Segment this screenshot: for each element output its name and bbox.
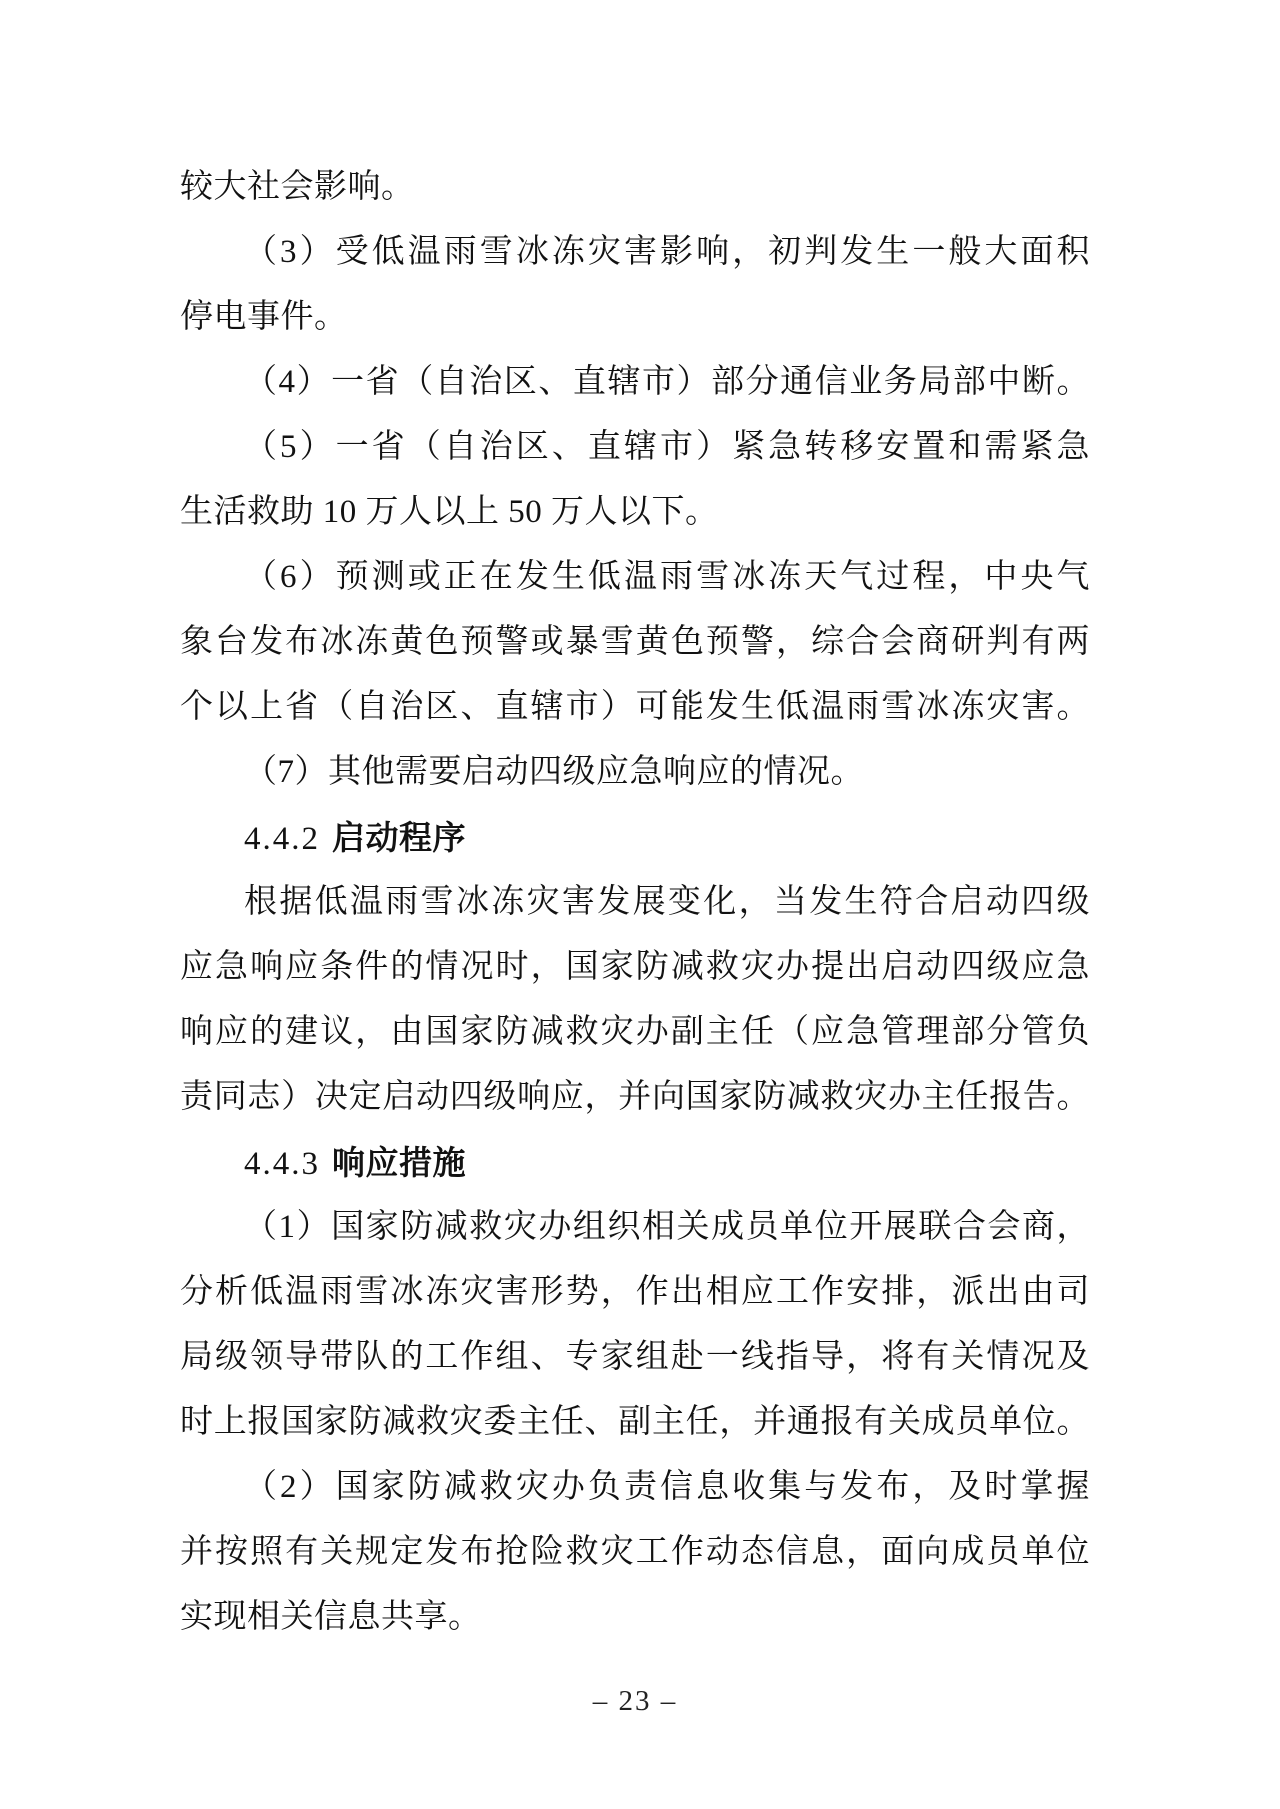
body-line: （2）国家防减救灾办负责信息收集与发布，及时掌握 — [244, 1469, 1090, 1505]
body-line: 响应的建议，由国家防减救灾办副主任（应急管理部分管负 — [180, 1014, 1090, 1050]
body-line: 实现相关信息共享。 — [180, 1599, 482, 1635]
body-line: （7）其他需要启动四级应急响应的情况。 — [244, 754, 864, 790]
body-line: 象台发布冰冻黄色预警或暴雪黄色预警，综合会商研判有两 — [180, 624, 1090, 660]
body-line: 应急响应条件的情况时，国家防减救灾办提出启动四级应急 — [180, 949, 1090, 985]
document-body — [180, 155, 1090, 1650]
page-number: – 23 – — [592, 1685, 678, 1717]
body-line: 责同志）决定启动四级响应，并向国家防减救灾办主任报告。 — [180, 1079, 1090, 1115]
section-title: 启动程序 — [332, 819, 466, 856]
body-line: 停电事件。 — [180, 299, 348, 335]
section-number: 4.4.2 — [244, 821, 320, 857]
section-heading-4-4-2 — [180, 805, 1090, 870]
body-line: （1）国家防减救灾办组织相关成员单位开展联合会商， — [244, 1209, 1090, 1245]
section-number: 4.4.3 — [244, 1146, 320, 1182]
body-line: （4）一省（自治区、直辖市）部分通信业务局部中断。 — [244, 364, 1090, 400]
body-line: 根据低温雨雪冰冻灾害发展变化，当发生符合启动四级 — [244, 884, 1090, 920]
body-line: （6）预测或正在发生低温雨雪冰冻天气过程，中央气 — [244, 559, 1090, 595]
body-line: （3）受低温雨雪冰冻灾害影响，初判发生一般大面积 — [244, 234, 1090, 270]
body-line: 个以上省（自治区、直辖市）可能发生低温雨雪冰冻灾害。 — [180, 689, 1090, 725]
section-title: 响应措施 — [332, 1144, 466, 1181]
body-line: 生活救助 10 万人以上 50 万人以下。 — [180, 494, 719, 530]
body-line: 分析低温雨雪冰冻灾害形势，作出相应工作安排，派出由司 — [180, 1274, 1090, 1310]
body-line: 较大社会影响。 — [180, 169, 415, 205]
body-line: （5）一省（自治区、直辖市）紧急转移安置和需紧急 — [244, 429, 1090, 465]
body-line: 时上报国家防减救灾委主任、副主任，并通报有关成员单位。 — [180, 1404, 1090, 1440]
body-line: 并按照有关规定发布抢险救灾工作动态信息，面向成员单位 — [180, 1534, 1090, 1570]
body-line: 局级领导带队的工作组、专家组赴一线指导，将有关情况及 — [180, 1339, 1090, 1375]
section-heading-4-4-3 — [180, 1130, 1090, 1195]
